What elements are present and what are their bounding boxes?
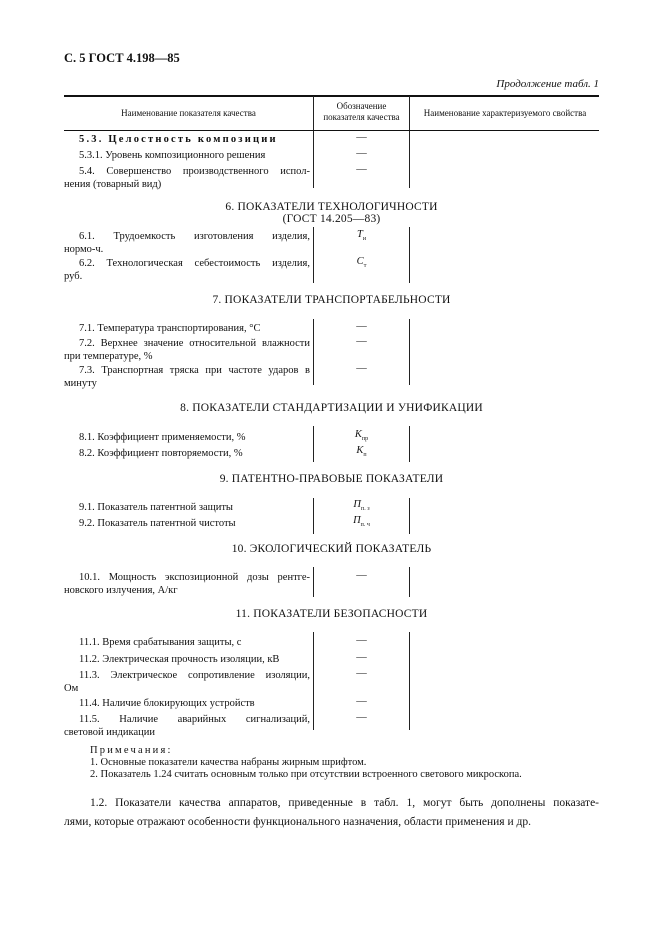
table-head-rule (64, 130, 599, 131)
symbol-11-2: — (356, 652, 367, 663)
row-6-2 (64, 257, 310, 283)
row-6-2-line1: 6.2. Технологическая себестоимость изделия, (79, 258, 310, 269)
symbol-10-1: — (356, 570, 367, 581)
row-5-4-line2: нения (товарный вид) (64, 179, 162, 190)
row-11-5 (64, 713, 310, 739)
symbol-6-2-sub: т (363, 263, 367, 270)
row-11-2: 11.2. Электрическая прочность изоляции, кВ (79, 654, 280, 665)
row-5-4 (64, 165, 310, 191)
col-divider (409, 319, 410, 385)
row-6-1-line2: нормо-ч. (64, 244, 104, 255)
row-7-2-line2: при температуре, % (64, 351, 153, 362)
symbol-9-1-letter: П (353, 499, 361, 510)
row-7-3-line2: минуту (64, 378, 97, 389)
col-divider (409, 227, 410, 283)
row-7-2 (64, 337, 310, 363)
section-8-title: 8. ПОКАЗАТЕЛИ СТАНДАРТИЗАЦИИ И УНИФИКАЦИИ (180, 402, 483, 414)
col-header-symbol: Обозначение показателя качества (323, 101, 400, 123)
row-6-2-line2: руб. (64, 271, 83, 282)
symbol-6-1 (314, 229, 409, 242)
symbol-8-1-letter: K (354, 429, 362, 440)
symbol-7-3: — (356, 363, 367, 374)
col-header-property: Наименование характеризуемого свойства (423, 108, 587, 118)
row-5-3-1: 5.3.1. Уровень композиционного решения (79, 150, 266, 161)
continuation-label: Продолжение табл. 1 (496, 78, 599, 90)
table-top-rule (64, 95, 599, 97)
head-divider-2 (409, 96, 410, 130)
symbol-9-1-sub: п. з (361, 506, 370, 513)
row-5-3-text: 5.3. Целостность композиции (79, 134, 278, 145)
symbol-9-1 (314, 499, 409, 512)
row-9-1: 9.1. Показатель патентной защиты (79, 502, 233, 513)
row-11-5-line2: световой индикации (64, 727, 155, 738)
symbol-11-5: — (356, 712, 367, 723)
row-11-3-line2: Ом (64, 683, 79, 694)
row-9-2: 9.2. Показатель патентной чистоты (79, 518, 236, 529)
row-10-1-line2: новского излучения, А/кг (64, 585, 178, 596)
col-divider (409, 498, 410, 534)
symbol-7-1: — (356, 321, 367, 332)
col-divider (409, 131, 410, 188)
symbol-5-4: — (356, 164, 367, 175)
section-10-title: 10. ЭКОЛОГИЧЕСКИЙ ПОКАЗАТЕЛЬ (231, 543, 432, 555)
row-11-3 (64, 669, 310, 695)
row-10-1-line1: 10.1. Мощность экспозиционной дозы рентге- (79, 572, 310, 583)
symbol-6-1-sub: и (362, 236, 367, 243)
row-7-3-line1: 7.3. Транспортная тряска при частоте ударов в (79, 365, 310, 376)
row-6-1 (64, 230, 310, 256)
section-6-title: 6. ПОКАЗАТЕЛИ ТЕХНОЛОГИЧНОСТИ (225, 201, 438, 213)
row-10-1 (64, 571, 310, 597)
symbol-5-3-1: — (356, 148, 367, 159)
paragraph-line-2: лями, которые отражают особенности функционального назначения, области применения и др. (64, 816, 531, 828)
row-5-3 (79, 133, 278, 146)
row-11-4: 11.4. Наличие блокирующих устройств (79, 698, 255, 709)
symbol-8-2-letter: K (356, 445, 364, 456)
symbol-8-2 (314, 445, 409, 458)
row-7-1: 7.1. Температура транспортирования, °С (79, 323, 261, 334)
symbol-6-2-letter: C (356, 256, 364, 267)
paragraph-line-1: 1.2. Показатели качества аппаратов, приведенные в табл. 1, могут быть дополнены показате- (90, 797, 599, 809)
body-paragraph (64, 794, 599, 832)
section-11-title: 11. ПОКАЗАТЕЛИ БЕЗОПАСНОСТИ (235, 608, 428, 620)
symbol-5-3: — (356, 132, 367, 143)
notes-block (90, 745, 610, 781)
row-6-1-line1: 6.1. Трудоемкость изготовления изделия, (79, 231, 310, 242)
symbol-9-2-sub: п. ч (360, 522, 370, 529)
section-6-subtitle: (ГОСТ 14.205—83) (282, 213, 381, 225)
symbol-11-1: — (356, 635, 367, 646)
symbol-8-1 (314, 429, 409, 442)
col-divider (409, 426, 410, 462)
symbol-9-2 (314, 515, 409, 528)
symbol-8-1-sub: пр (361, 436, 369, 443)
note-1: 1. Основные показатели качества набраны жирным шрифтом. (90, 757, 367, 768)
symbol-6-2 (314, 256, 409, 269)
section-7-title: 7. ПОКАЗАТЕЛИ ТРАНСПОРТАБЕЛЬНОСТИ (212, 294, 451, 306)
row-8-1: 8.1. Коэффициент применяемости, % (79, 432, 246, 443)
symbol-6-1-letter: T (356, 229, 363, 240)
row-7-2-line1: 7.2. Верхнее значение относительной влажности (79, 338, 310, 349)
row-8-2: 8.2. Коэффициент повторяемости, % (79, 448, 243, 459)
section-9-title: 9. ПАТЕНТНО-ПРАВОВЫЕ ПОКАЗАТЕЛИ (219, 473, 444, 485)
symbol-8-2-sub: п (363, 452, 367, 459)
row-7-3 (64, 364, 310, 390)
col-divider (409, 632, 410, 730)
symbol-9-2-letter: П (353, 515, 361, 526)
head-divider-1 (313, 96, 314, 130)
symbol-11-3: — (356, 668, 367, 679)
row-11-3-line1: 11.3. Электрическое сопротивление изоляции, (79, 670, 310, 681)
page-header: С. 5 ГОСТ 4.198—85 (64, 51, 180, 65)
note-2: 2. Показатель 1.24 считать основным только при отсутствии встроенного светового микроскопа. (90, 769, 522, 780)
col-divider (409, 567, 410, 597)
notes-title: Примечания: (90, 745, 173, 756)
symbol-11-4: — (356, 696, 367, 707)
row-11-1: 11.1. Время срабатывания защиты, с (79, 637, 242, 648)
col-header-name: Наименование показателя качества (121, 108, 256, 118)
row-5-4-line1: 5.4. Совершенство производственного испол- (79, 166, 310, 177)
symbol-7-2: — (356, 336, 367, 347)
row-11-5-line1: 11.5. Наличие аварийных сигнализаций, (79, 714, 310, 725)
